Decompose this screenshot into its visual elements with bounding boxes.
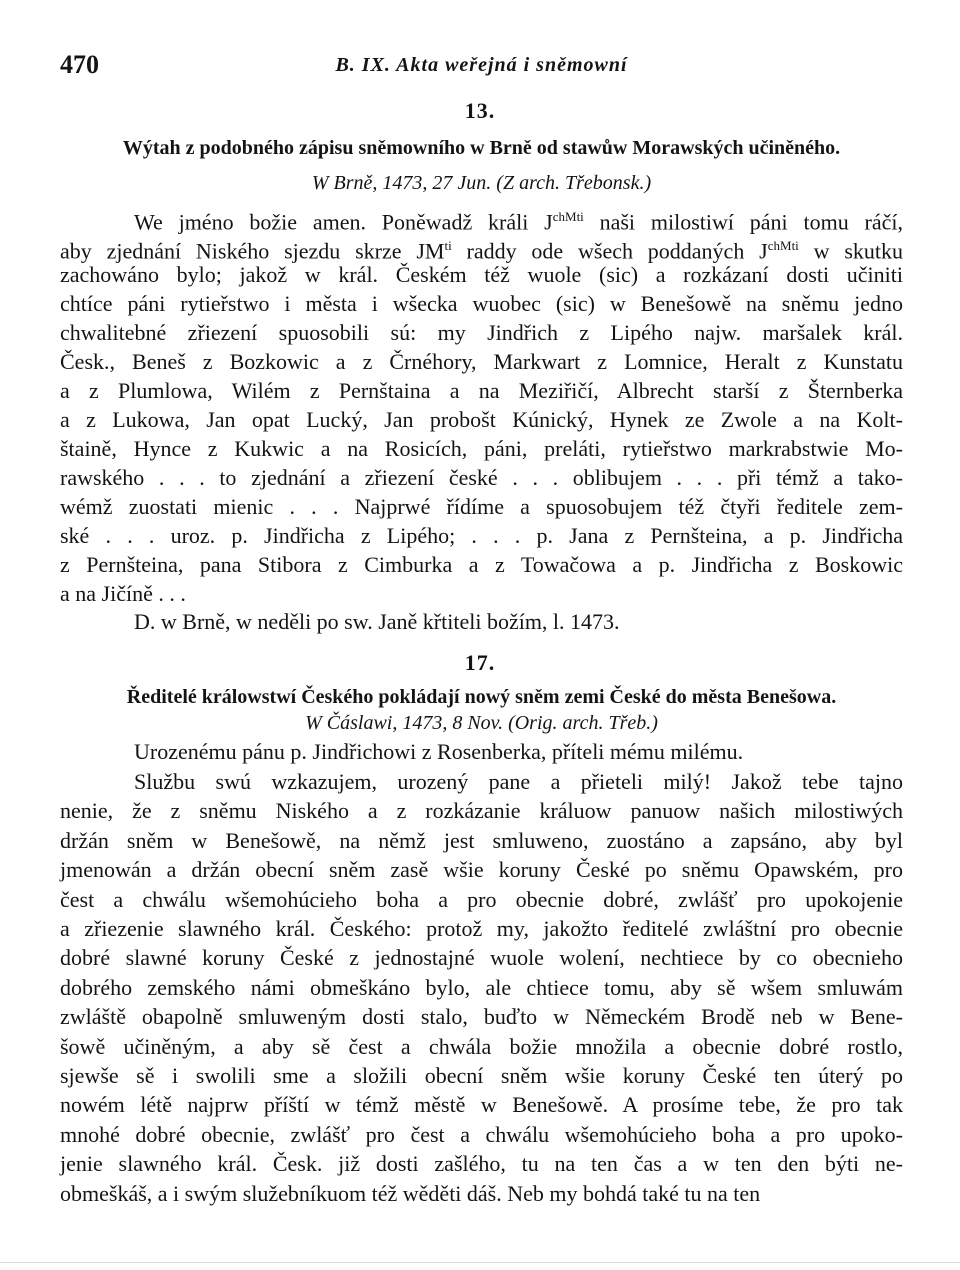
page-number: 470 bbox=[60, 50, 99, 79]
text-line: ské . . . uroz. p. Jindřicha z Lipého; . . . p. Jana z Pernšteina, a p. Jindřicha bbox=[60, 523, 903, 548]
text-line: a na Jičíně . . . bbox=[60, 581, 186, 606]
document-title: Ředitelé králowstwí Českého pokládají nowý sněm zemi České do města Benešowa. bbox=[126, 686, 837, 708]
text-line: jenie slawného král. Česk. již dosti zašlého, tu na ten čas a w ten den býti ne- bbox=[60, 1151, 903, 1177]
text-line: dobré slawné koruny České z jednostajné wuole wolení, nechtiece by co obecnieho bbox=[60, 945, 903, 971]
text-line: a z Lukowa, Jan opat Lucký, Jan probošt Kúnický, Hynek ze Zwole a na Kolt- bbox=[60, 407, 903, 432]
text-line: zwláště obapolně smluweným dosti stalo, buďto w Německém Brodě neb w Bene- bbox=[60, 1004, 903, 1030]
text-line: zachowáno bylo; jakož w král. Českém též wuole (sic) a rozkázaní dosti učiniti bbox=[60, 262, 903, 287]
text-line: štaině, Hynce z Kukwic a na Rosicích, páni, preláti, rytieřstwo markrabstwie Mo- bbox=[60, 436, 903, 461]
running-title: B. IX. Akta weřejná i sněmowní bbox=[335, 54, 628, 76]
text-line: nenie, že z sněmu Niského a z rozkázanie králuow panuow našich milostiwých bbox=[60, 798, 903, 824]
document-title: Wýtah z podobného zápisu sněmowního w Brně od stawůw Morawských učiněného. bbox=[122, 137, 841, 159]
document-dateline: W Brně, 1473, 27 Jun. (Z arch. Třebonsk.) bbox=[311, 172, 652, 194]
page-bottom-rule bbox=[0, 1262, 960, 1263]
text-line: jmenowán a držán obecní sněm zasě wšie koruny České po sněmu Opawském, pro bbox=[60, 857, 903, 883]
document-number: 17. bbox=[464, 650, 496, 675]
document-dateline: W Čáslawi, 1473, 8 Nov. (Orig. arch. Třeb.) bbox=[305, 712, 658, 734]
page-header bbox=[60, 50, 903, 90]
text-line: rawského . . . to zjednání a zřiezení české . . . oblibujem . . . při témž a tako- bbox=[60, 465, 903, 490]
text-line: šowě učiněným, a aby sě čest a chwála božie množila a obecnie dobré rostlo, bbox=[60, 1033, 903, 1059]
text-line: nowém létě najprw příští w témž městě w Benešowě. A prosíme tebe, že pro tak bbox=[60, 1092, 903, 1118]
text-line: dobrého zemského námi obmeškáno bylo, ale chtiece tomu, aby sě wšem smluwám bbox=[60, 974, 903, 1000]
text-line: We jméno božie amen. Poněwadž králi $J^{chMti}$ naši milostiwí páni tomu ráčí, bbox=[134, 209, 903, 235]
text-line: Službu swú wzkazujem, urozený pane a přieteli milý! Jakož tebe tajno bbox=[134, 769, 903, 794]
text-line: obmeškáš, a i swým služebníkuom též wěděti dáš. Neb my bohdá také tu na ten bbox=[60, 1180, 761, 1206]
text-line: aby zjednání Niského sjezdu skrze $JM^{ti}$ raddy ode wšech poddaných $J^{chMti}$ w skutku bbox=[60, 238, 903, 264]
text-line: wémž zuostati mienic . . . Najprwé řídíme a spuosobujem též čtyři ředitele zem- bbox=[60, 494, 903, 519]
text-line: sjewše sě i swolili sme a složili obecní sněm wšie koruny České ten úterý po bbox=[60, 1063, 903, 1088]
text-line: Česk., Beneš z Bozkowic a z Črnéhory, Markwart z Lomnice, Heralt z Kunstatu bbox=[60, 349, 903, 374]
text-line: z Pernšteina, pana Stibora z Cimburka a z Towačowa a p. Jindřicha z Boskowic bbox=[60, 552, 903, 577]
text-line: mnohé dobré obecnie, zwlášť pro čest a chwálu wšemohúcieho boha a pro upoko- bbox=[60, 1121, 903, 1147]
text-line: chtíce páni rytieřstwo i města i wšecka wuobec (sic) w Benešowě na sněmu jedno bbox=[60, 291, 903, 316]
closing-line: D. w Brně, w neděli po sw. Janě křtiteli božím, l. 1473. bbox=[134, 609, 620, 634]
text-line: a zřiezenie slawného král. Českého: protož my, jakožto ředitelé zwláštní pro obecnie bbox=[60, 916, 903, 941]
document-number: 13. bbox=[464, 98, 496, 123]
text-line: a z Plumlowa, Wilém z Pernštaina a na Meziřičí, Albrecht starší z Šternberka bbox=[60, 378, 903, 403]
text-line: čest a chwálu wšemohúcieho boha a pro obecnie dobré, zwlášť pro upokojenie bbox=[60, 886, 903, 912]
text-line: chwalitebné zřiezení spuosobili sú: my Jindřich z Lipého najw. maršalek král. bbox=[60, 320, 903, 345]
text-line: držán sněm w Benešowě, na němž jest smluweno, zuostáno a zapsáno, aby byl bbox=[60, 827, 903, 853]
salutation-line: Urozenému pánu p. Jindřichowi z Rosenberka, příteli mému milému. bbox=[134, 739, 744, 764]
